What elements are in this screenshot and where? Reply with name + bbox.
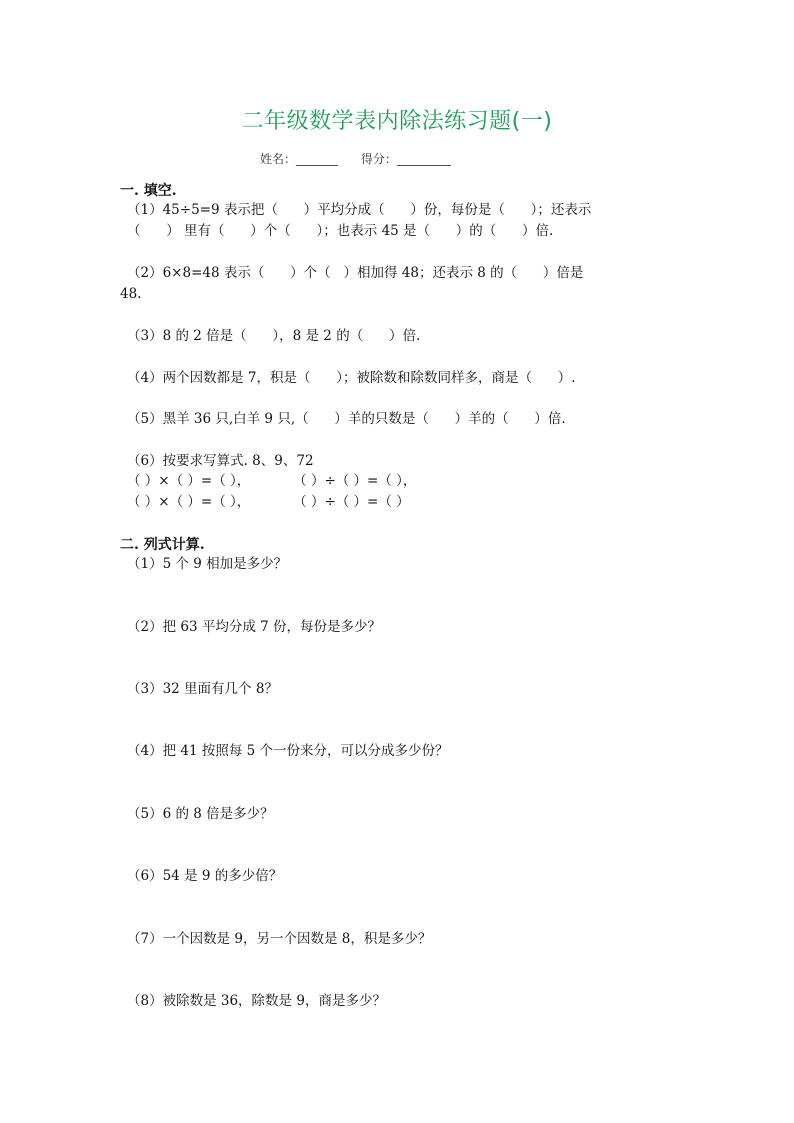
- calc-question-8: （8）被除数是 36，除数是 9，商是多少？: [127, 993, 386, 1009]
- question-5: （5）黑羊 36 只,白羊 9 只,（ ）羊的只数是（ ）羊的（ ）倍.: [127, 411, 566, 427]
- name-label: 姓名：: [260, 152, 297, 166]
- student-info: [260, 150, 451, 167]
- calc-question-4: （4）把 41 按照每 5 个一份来分，可以分成多少份？: [127, 743, 449, 759]
- question-4: （4）两个因数都是 7，积是（ ）；被除数和除数同样多，商是（ ）.: [127, 370, 576, 386]
- question-6-line-2: （ ）×（ ）=（ ）， （ ）÷（ ）=（ ），: [127, 473, 417, 489]
- calc-question-3: （3）32 里面有几个 8？: [127, 681, 278, 697]
- question-1-line-2: （ ） 里有（ ）个（ ）；也表示 45 是（ ）的（ ）倍.: [127, 223, 554, 239]
- calc-question-6: （6）54 是 9 的多少倍？: [127, 868, 283, 884]
- page-title: 二年级数学表内除法练习题(一): [241, 109, 553, 134]
- calc-question-1: （1）5 个 9 相加是多少？: [127, 556, 288, 572]
- score-label: 得分：: [360, 152, 397, 166]
- name-blank: _______: [296, 152, 339, 166]
- calc-question-2: （2）把 63 平均分成 7 份，每份是多少？: [127, 619, 382, 635]
- section-heading-fill-blanks: 一. 填空.: [120, 183, 177, 199]
- question-2-line-2: 48.: [120, 286, 142, 302]
- question-1-line-1: （1）45÷5=9 表示把（ ）平均分成（ ）份，每份是（ ）；还表示: [127, 202, 592, 218]
- calc-question-7: （7）一个因数是 9，另一个因数是 8，积是多少？: [127, 931, 432, 947]
- calc-question-5: （5）6 的 8 倍是多少？: [127, 806, 274, 822]
- question-3: （3）8 的 2 倍是（ ），8 是 2 的（ ）倍.: [127, 328, 421, 344]
- question-2-line-1: （2）6×8=48 表示（ ）个（ ）相加得 48；还表示 8 的（ ）倍是: [127, 265, 584, 281]
- section-heading-calculation: 二. 列式计算.: [120, 537, 205, 553]
- question-6-line-1: （6）按要求写算式. 8、9、72: [127, 453, 314, 469]
- score-blank: _________: [396, 152, 451, 166]
- question-6-line-3: （ ）×（ ）=（ ）， （ ）÷（ ）=（ ）: [127, 494, 410, 510]
